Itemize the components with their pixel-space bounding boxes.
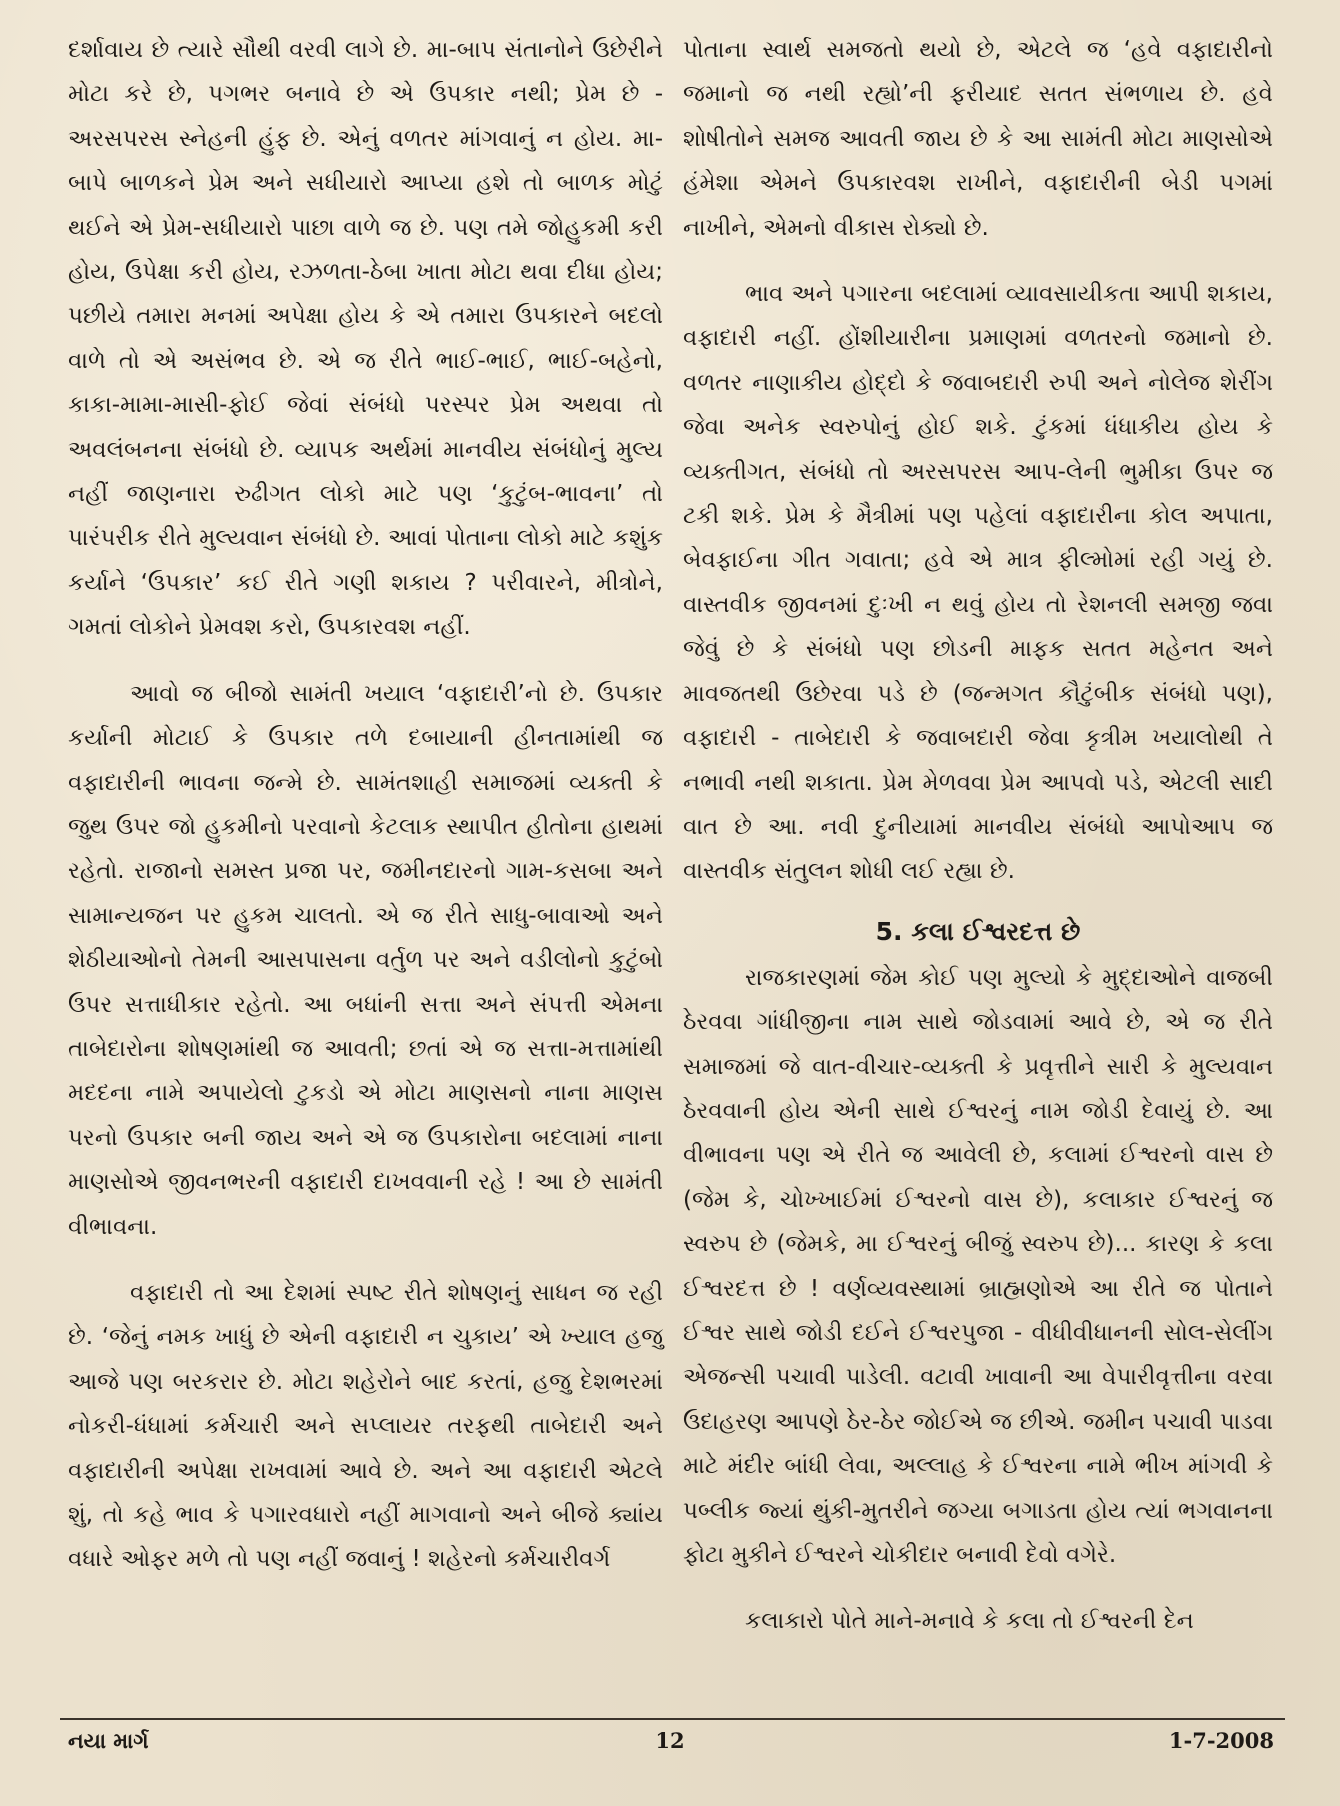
paragraph: રાજકારણમાં જેમ કોઈ પણ મુલ્યો કે મુદ્દાઓને વાજબી ઠેરવવા ગાંધીજીના નામ સાથે જોડવામાં આવે છે, એ જ રીતે સમાજમાં જે વાત-વીચાર-વ્યક્તી કે પ્રવૃત્તીને સારી કે મુલ્યવાન ઠેરવવાની હોય એની સાથે ઈશ્વરનું નામ જોડી દેવાયું છે. આ વીભાવના પણ એ રીતે જ આવેલી છે, કલામાં ઈશ્વરનો વાસ છે (જેમ કે, ચોખ્ખાઈમાં ઈશ્વરનો વાસ છે), કલાકાર ઈશ્વરનું જ સ્વરુપ છે (જેમકે, મા ઈશ્વરનું બીજું સ્વરુપ છે)... કારણ કે કલા ઈશ્વરદત્ત છે ! વર્ણવ્યવસ્થામાં બ્રાહ્મણોએ આ રીતે જ પોતાને ઈશ્વર સાથે જોડી દઈને ઈશ્વરપુજા - વીધીવીધાનની સોલ-સેલીંગ એજન્સી પચાવી પાડેલી. વટાવી ખાવાની આ વેપારીવૃત્તીના વરવા ઉદાહરણ આપણે ઠેર-ઠેર જોઈએ જ છીએ. જમીન પચાવી પાડવા માટે મંદીર બાંધી લેવા, અલ્લાહ કે ઈશ્વરના નામે ભીખ માંગવી કે પબ્લીક જ્યાં થુંકી-મુતરીને જગ્યા બગાડતા હોય ત્યાં ભગવાનના ફોટા મુકીને ઈશ્વરને ચોકીદાર બનાવી દેવો વગેરે. [683,964,1273,1568]
right-column [683,28,1273,1644]
paragraph: વફાદારી તો આ દેશમાં સ્પષ્ટ રીતે શોષણનું સાધન જ રહી છે. ‘જેનું નમક ખાધું છે એની વફાદારી ન ચુકાય’ એ ખ્યાલ હજુ આજે પણ બરકરાર છે. મોટા શહેરોને બાદ કરતાં, હજુ દેશભરમાં નોકરી-ધંધામાં કર્મચારી અને સપ્લાયર તરફથી તાબેદારી અને વફાદારીની અપેક્ષા રાખવામાં આવે છે. અને આ વફાદારી એટલે શું, તો કહે ભાવ કે પગારવધારો નહીં માગવાનો અને બીજે ક્યાંય વધારે ઓફર મળે તો પણ નહીં જવાનું ! શહેરનો કર્મચારીવર્ગ [68,1279,663,1573]
footer-date: 1-7-2008 [1168,1728,1274,1753]
footer-divider [60,1718,1285,1720]
paragraph: દર્શાવાય છે ત્યારે સૌથી વરવી લાગે છે. મા-બાપ સંતાનોને ઉછેરીને મોટા કરે છે, પગભર બનાવે છે એ ઉપકાર નથી; પ્રેમ છે - અરસપરસ સ્નેહની હુંફ છે. એનું વળતર માંગવાનું ન હોય. મા-બાપે બાળકને પ્રેમ અને સધીયારો આપ્યા હશે તો બાળક મોટું થઈને એ પ્રેમ-સધીયારો પાછા વાળે જ છે. પણ તમે જોહુકમી કરી હોય, ઉપેક્ષા કરી હોય, રઝળતા-ઠેબા ખાતા મોટા થવા દીધા હોય; પછીયે તમારા મનમાં અપેક્ષા હોય કે એ તમારા ઉપકારને બદલો વાળે તો એ અસંભવ છે. એ જ રીતે ભાઈ-ભાઈ, ભાઈ-બહેનો, કાકા-મામા-માસી-ફોઈ જેવાં સંબંધો પરસ્પર પ્રેમ અથવા તો અવલંબનના સંબંધો છે. વ્યાપક અર્થમાં માનવીય સંબંધોનું મુલ્ય નહીં જાણનારા રુઢીગત લોકો માટે પણ ‘કુટુંબ-ભાવના’ તો પારંપરીક રીતે મુલ્યવાન સંબંધો છે. આવાં પોતાના લોકો માટે કશુંક કર્યાને ‘ઉપકાર’ કઈ રીતે ગણી શકાય ? પરીવારને, મીત્રોને, ગમતાં લોકોને પ્રેમવશ કરો, ઉપકારવશ નહીં. [68,37,663,641]
section-heading: 5. કલા ઈશ્વરદત્ત છે [875,916,1081,946]
paragraph: કલાકારો પોતે માને-મનાવે કે કલા તો ઈશ્વરની દેન [745,1608,1194,1635]
paragraph: પોતાના સ્વાર્થ સમજતો થયો છે, એટલે જ ‘હવે વફાદારીનો જમાનો જ નથી રહ્યો’ની ફરીયાદ સતત સંભળાય છે. હવે શોષીતોને સમજ આવતી જાય છે કે આ સામંતી મોટા માણસોએ હંમેશા એમને ઉપકારવશ રાખીને, વફાદારીની બેડી પગમાં નાખીને, એમનો વીકાસ રોક્યો છે. [683,37,1273,241]
paragraph: આવો જ બીજો સામંતી ખયાલ ‘વફાદારી’નો છે. ઉપકાર કર્યાની મોટાઈ કે ઉપકાર તળે દબાયાની હીનતામાંથી જ વફાદારીની ભાવના જન્મે છે. સામંતશાહી સમાજમાં વ્યક્તી કે જુથ ઉપર જો હુકમીનો પરવાનો કેટલાક સ્થાપીત હીતોના હાથમાં રહેતો. રાજાનો સમસ્ત પ્રજા પર, જમીનદારનો ગામ-કસબા અને સામાન્યજન પર હુકમ ચાલતો. એ જ રીતે સાધુ-બાવાઓ અને શેઠીયાઓનો તેમની આસપાસના વર્તુળ પર અને વડીલોનો કુટુંબો ઉપર સત્તાધીકાર રહેતો. આ બધાંની સત્તા અને સંપત્તી એમના તાબેદારોના શોષણમાંથી જ આવતી; છતાં એ જ સત્તા-મત્તામાંથી મદદના નામે અપાયેલો ટુકડો એ મોટા માણસનો નાના માણસ પરનો ઉપકાર બની જાય અને એ જ ઉપકારોના બદલામાં નાના માણસોએ જીવનભરની વફાદારી દાખવવાની રહે ! આ છે સામંતી વીભાવના. [68,680,663,1240]
paragraph: ભાવ અને પગારના બદલામાં વ્યાવસાયીકતા આપી શકાય, વફાદારી નહીં. હોંશીયારીના પ્રમાણમાં વળતરનો જમાનો છે. વળતર નાણાકીય હોદ્દો કે જવાબદારી રુપી અને નોલેજ શેરીંગ જેવા અનેક સ્વરુપોનું હોઈ શકે. ટુંકમાં ધંધાકીય હોય કે વ્યક્તીગત, સંબંધો તો અરસપરસ આપ-લેની ભુમીકા ઉપર જ ટકી શકે. પ્રેમ કે મૈત્રીમાં પણ પહેલાં વફાદારીના કોલ અપાતા, બેવફાઈના ગીત ગવાતા; હવે એ માત્ર ફીલ્મોમાં રહી ગયું છે. વાસ્તવીક જીવનમાં દુઃખી ન થવું હોય તો રેશનલી સમજી જવા જેવું છે કે સંબંધો પણ છોડની માફક સતત મહેનત અને માવજતથી ઉછેરવા પડે છે (જન્મગત કૌટુંબીક સંબંધો પણ), વફાદારી - તાબેદારી કે જવાબદારી જેવા કૃત્રીમ ખયાલોથી તે નભાવી નથી શકાતા. પ્રેમ મેળવવા પ્રેમ આપવો પડે, એટલી સાદી વાત છે આ. નવી દુનીયામાં માનવીય સંબંધો આપોઆપ જ વાસ્તવીક સંતુલન શોધી લઈ રહ્યા છે. [683,281,1273,885]
footer-publication-name: નયા માર્ગ [68,1728,149,1753]
footer-page-number: 12 [655,1728,685,1753]
left-column [68,28,663,1582]
